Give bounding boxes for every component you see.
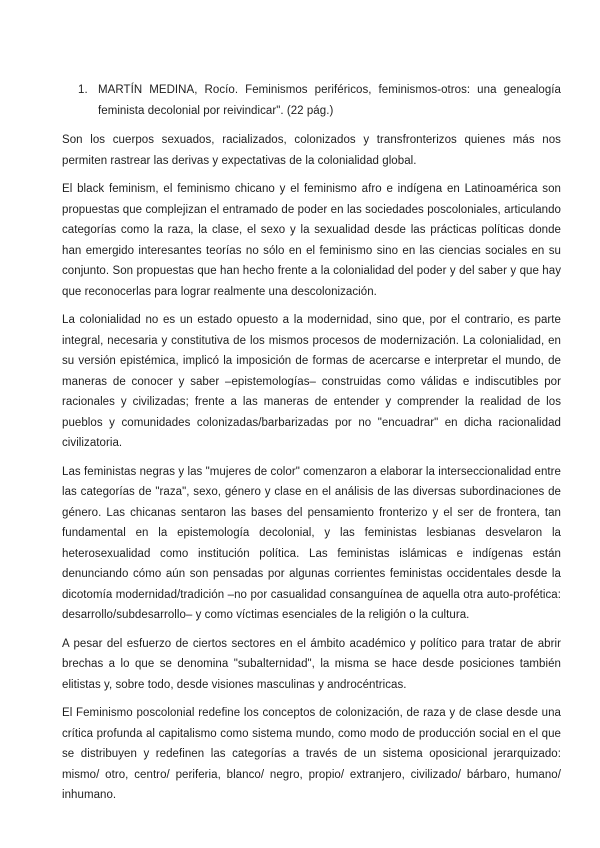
paragraph-intersectionality: Las feministas negras y las "mujeres de color" comenzaron a elaborar la interseccionalidad entre las categorías de "raza", sexo, género y clase en el análisis de las diversas subordinaciones de género. Las chicanas sentaron las bases del pensamiento fronterizo y el ser de frontera, tan fundamental en la epistemología decolonial, y las feministas lesbianas desvelaron la heterosexualidad como institución política. Las feministas islámicas e indígenas están denunciando cómo aún son pensadas por algunas corrientes feministas occidentales desde la dicotomía modernidad/tradición –no por casualidad consanguínea de aquella otra auto-profética: desarrollo/subdesarrollo– y como víctimas esenciales de la religión o la cultura. [62, 465, 561, 621]
reference-text: MARTÍN MEDINA, Rocío. Feminismos periféricos, feminismos-otros: una genealogía feminista decolonial por reivindicar". (22 pág.) [98, 84, 561, 117]
paragraph-coloniality-modernity: La colonialidad no es un estado opuesto a la modernidad, sino que, por el contrario, es parte integral, necesaria y constitutiva de los mismos procesos de modernización. La colonialidad, en su versión epistémica, implicó la imposición de formas de acercarse e interpretar el mundo, de maneras de conocer y saber –epistemologías– construidas como válidas e indiscutibles por racionales y civilizadas; frente a las maneras de entender y comprender la realidad de los pueblos y comunidades colonizadas/barbarizadas por no "encuadrar" en dicha racionalidad civilizatoria. [62, 314, 561, 449]
paragraph-black-feminism: El black feminism, el feminismo chicano y el feminismo afro e indígena en Latinoamérica son propuestas que complejizan el entramado de poder en las sociedades poscoloniales, articulando categorías como la raza, la clase, el sexo y la sexualidad desde las prácticas políticas donde han emergido interesantes teorías no sólo en el feminismo sino en las ciencias sociales en su conjunto. Son propuestas que han hecho frente a la colonialidad del poder y del saber y que hay que reconocerlas para lograr realmente una descolonización. [62, 183, 561, 298]
paragraph-bodies-sexed: Son los cuerpos sexuados, racializados, colonizados y transfronterizos quienes más nos permiten rastrear las derivas y expectativas de la colonialidad global. [62, 134, 561, 167]
paragraph-subalternity: A pesar del esfuerzo de ciertos sectores en el ámbito académico y político para tratar de abrir brechas a lo que se denomina "subalternidad", la misma se hace desde posiciones también elitistas y, sobre todo, desde visiones masculinas y androcéntricas. [62, 637, 561, 691]
reference-number: 1. [78, 84, 88, 96]
reference-item [62, 80, 561, 121]
paragraph-postcolonial-feminism: El Feminismo poscolonial redefine los conceptos de colonización, de raza y de clase desde una crítica profunda al capitalismo como sistema mundo, como modo de producción social en el que se distribuyen y redefinen las categorías a través de un sistema oposicional jerarquizado: mismo/ otro, centro/ periferia, blanco/ negro, propio/ extranjero, civilizado/ bárbaro, humano/ inhumano. [62, 707, 561, 801]
